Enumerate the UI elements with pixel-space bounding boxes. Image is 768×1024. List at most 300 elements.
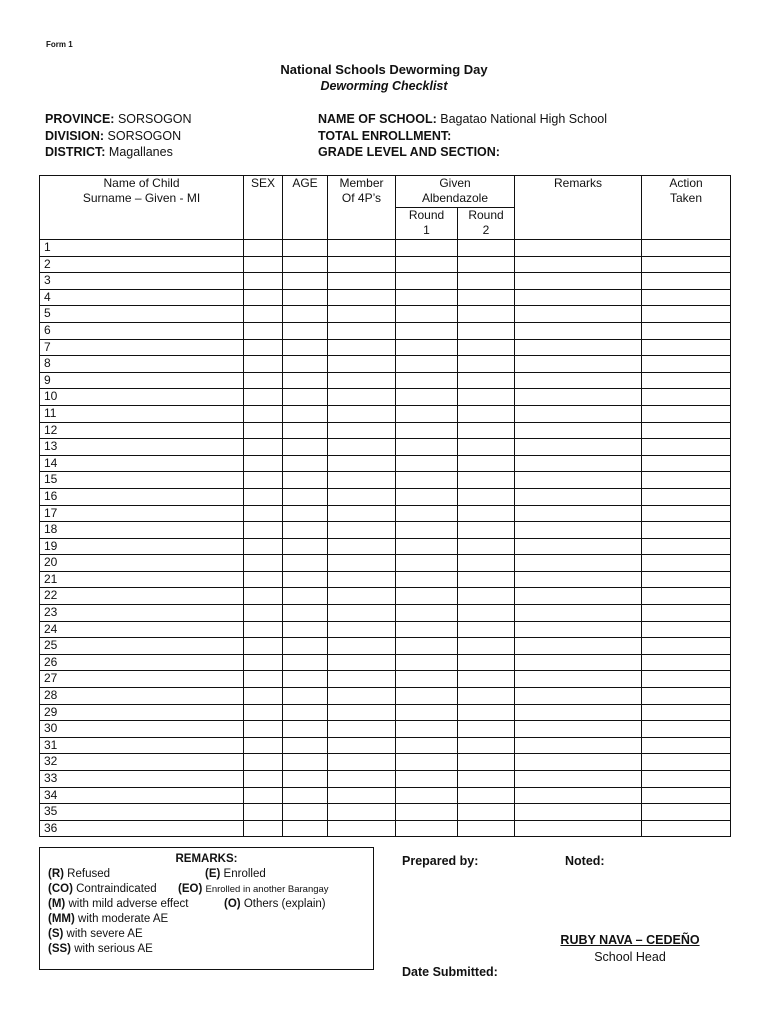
round-1-cell[interactable]	[396, 240, 458, 257]
member-4ps-cell[interactable]	[328, 820, 396, 837]
action-taken-cell[interactable]	[642, 704, 731, 721]
round-1-cell[interactable]	[396, 405, 458, 422]
round-1-cell[interactable]	[396, 820, 458, 837]
round-2-cell[interactable]	[458, 488, 515, 505]
remarks-cell[interactable]	[515, 306, 642, 323]
age-cell[interactable]	[283, 405, 328, 422]
member-4ps-cell[interactable]	[328, 555, 396, 572]
age-cell[interactable]	[283, 522, 328, 539]
age-cell[interactable]	[283, 555, 328, 572]
age-cell[interactable]	[283, 804, 328, 821]
row-number: 14	[40, 455, 244, 472]
age-cell[interactable]	[283, 754, 328, 771]
round-2-cell[interactable]	[458, 721, 515, 738]
age-cell[interactable]	[283, 240, 328, 257]
sex-cell[interactable]	[244, 405, 283, 422]
remarks-cell[interactable]	[515, 372, 642, 389]
sex-cell[interactable]	[244, 356, 283, 373]
remarks-cell[interactable]	[515, 638, 642, 655]
remarks-cell[interactable]	[515, 472, 642, 489]
action-taken-cell[interactable]	[642, 754, 731, 771]
round-1-cell[interactable]	[396, 256, 458, 273]
action-taken-cell[interactable]	[642, 472, 731, 489]
round-2-cell[interactable]	[458, 737, 515, 754]
round-2-cell[interactable]	[458, 571, 515, 588]
round-1-cell[interactable]	[396, 488, 458, 505]
school-name-value: Bagatao National High School	[440, 112, 608, 126]
round-1-cell[interactable]	[396, 605, 458, 622]
age-cell[interactable]	[283, 654, 328, 671]
member-4ps-cell[interactable]	[328, 455, 396, 472]
round-2-cell[interactable]	[458, 621, 515, 638]
prepared-by-label: Prepared by:	[402, 854, 479, 868]
remarks-cell[interactable]	[515, 654, 642, 671]
remarks-cell[interactable]	[515, 522, 642, 539]
row-number: 9	[40, 372, 244, 389]
sex-cell[interactable]	[244, 422, 283, 439]
sex-cell[interactable]	[244, 273, 283, 290]
sex-cell[interactable]	[244, 389, 283, 406]
sex-cell[interactable]	[244, 439, 283, 456]
action-taken-cell[interactable]	[642, 571, 731, 588]
sex-cell[interactable]	[244, 571, 283, 588]
legend-refused: (R) Refused	[48, 868, 111, 880]
age-cell[interactable]	[283, 389, 328, 406]
round-1-cell[interactable]	[396, 322, 458, 339]
age-cell[interactable]	[283, 721, 328, 738]
remarks-cell[interactable]	[515, 389, 642, 406]
round-2-cell[interactable]	[458, 804, 515, 821]
remarks-cell[interactable]	[515, 671, 642, 688]
member-4ps-cell[interactable]	[328, 522, 396, 539]
sex-cell[interactable]	[244, 339, 283, 356]
round-1-cell[interactable]	[396, 472, 458, 489]
row-number: 24	[40, 621, 244, 638]
action-taken-cell[interactable]	[642, 322, 731, 339]
round-1-cell[interactable]	[396, 389, 458, 406]
round-1-cell[interactable]	[396, 372, 458, 389]
round-2-cell[interactable]	[458, 356, 515, 373]
round-1-cell[interactable]	[396, 505, 458, 522]
round-2-cell[interactable]	[458, 787, 515, 804]
action-taken-cell[interactable]	[642, 671, 731, 688]
table-row	[40, 621, 731, 638]
round-1-cell[interactable]	[396, 688, 458, 705]
table-row	[40, 322, 731, 339]
action-taken-cell[interactable]	[642, 505, 731, 522]
sex-cell[interactable]	[244, 306, 283, 323]
remarks-cell[interactable]	[515, 754, 642, 771]
round-1-cell[interactable]	[396, 638, 458, 655]
round-2-cell[interactable]	[458, 405, 515, 422]
round-2-cell[interactable]	[458, 522, 515, 539]
round-2-cell[interactable]	[458, 339, 515, 356]
member-4ps-cell[interactable]	[328, 721, 396, 738]
age-cell[interactable]	[283, 820, 328, 837]
sex-cell[interactable]	[244, 488, 283, 505]
header-remarks: Remarks	[515, 176, 642, 240]
table-row	[40, 273, 731, 290]
remarks-cell[interactable]	[515, 455, 642, 472]
remarks-cell[interactable]	[515, 820, 642, 837]
row-number: 31	[40, 737, 244, 754]
age-cell[interactable]	[283, 256, 328, 273]
round-2-cell[interactable]	[458, 538, 515, 555]
remarks-cell[interactable]	[515, 804, 642, 821]
sex-cell[interactable]	[244, 256, 283, 273]
row-number: 28	[40, 688, 244, 705]
action-taken-cell[interactable]	[642, 306, 731, 323]
remarks-cell[interactable]	[515, 488, 642, 505]
round-2-cell[interactable]	[458, 472, 515, 489]
sex-cell[interactable]	[244, 538, 283, 555]
action-taken-cell[interactable]	[642, 737, 731, 754]
round-1-cell[interactable]	[396, 522, 458, 539]
round-1-cell[interactable]	[396, 621, 458, 638]
round-2-cell[interactable]	[458, 654, 515, 671]
sex-cell[interactable]	[244, 240, 283, 257]
division-line	[45, 128, 192, 145]
member-4ps-cell[interactable]	[328, 605, 396, 622]
header-age: AGE	[283, 176, 328, 240]
remarks-cell[interactable]	[515, 688, 642, 705]
sex-cell[interactable]	[244, 621, 283, 638]
sex-cell[interactable]	[244, 638, 283, 655]
action-taken-cell[interactable]	[642, 555, 731, 572]
round-2-cell[interactable]	[458, 671, 515, 688]
member-4ps-cell[interactable]	[328, 621, 396, 638]
action-taken-cell[interactable]	[642, 605, 731, 622]
age-cell[interactable]	[283, 422, 328, 439]
age-cell[interactable]	[283, 439, 328, 456]
round-2-cell[interactable]	[458, 820, 515, 837]
remarks-cell[interactable]	[515, 273, 642, 290]
round-2-cell[interactable]	[458, 240, 515, 257]
remarks-cell[interactable]	[515, 737, 642, 754]
remarks-cell[interactable]	[515, 256, 642, 273]
round-1-cell[interactable]	[396, 804, 458, 821]
document-title: National Schools Deworming Day	[280, 62, 488, 77]
member-4ps-cell[interactable]	[328, 256, 396, 273]
round-2-cell[interactable]	[458, 588, 515, 605]
member-4ps-cell[interactable]	[328, 372, 396, 389]
age-cell[interactable]	[283, 571, 328, 588]
table-row	[40, 240, 731, 257]
sex-cell[interactable]	[244, 771, 283, 788]
round-2-cell[interactable]	[458, 439, 515, 456]
remarks-cell[interactable]	[515, 605, 642, 622]
remarks-cell[interactable]	[515, 339, 642, 356]
round-1-cell[interactable]	[396, 538, 458, 555]
row-number: 25	[40, 638, 244, 655]
action-taken-cell[interactable]	[642, 621, 731, 638]
round-2-cell[interactable]	[458, 704, 515, 721]
action-taken-cell[interactable]	[642, 372, 731, 389]
age-cell[interactable]	[283, 621, 328, 638]
row-number: 29	[40, 704, 244, 721]
action-taken-cell[interactable]	[642, 405, 731, 422]
remarks-cell[interactable]	[515, 588, 642, 605]
action-taken-cell[interactable]	[642, 522, 731, 539]
round-1-cell[interactable]	[396, 455, 458, 472]
row-number: 20	[40, 555, 244, 572]
member-4ps-cell[interactable]	[328, 671, 396, 688]
round-2-cell[interactable]	[458, 273, 515, 290]
age-cell[interactable]	[283, 787, 328, 804]
remarks-cell[interactable]	[515, 422, 642, 439]
member-4ps-cell[interactable]	[328, 306, 396, 323]
sex-cell[interactable]	[244, 787, 283, 804]
round-1-cell[interactable]	[396, 439, 458, 456]
round-1-cell[interactable]	[396, 787, 458, 804]
row-number: 8	[40, 356, 244, 373]
member-4ps-cell[interactable]	[328, 339, 396, 356]
round-1-cell[interactable]	[396, 737, 458, 754]
action-taken-cell[interactable]	[642, 638, 731, 655]
age-cell[interactable]	[283, 472, 328, 489]
member-4ps-cell[interactable]	[328, 804, 396, 821]
action-taken-cell[interactable]	[642, 820, 731, 837]
sex-cell[interactable]	[244, 804, 283, 821]
total-enrollment-label: TOTAL ENROLLMENT:	[318, 128, 452, 143]
remarks-cell[interactable]	[515, 439, 642, 456]
remarks-cell[interactable]	[515, 322, 642, 339]
member-4ps-cell[interactable]	[328, 472, 396, 489]
member-4ps-cell[interactable]	[328, 538, 396, 555]
age-cell[interactable]	[283, 688, 328, 705]
round-2-cell[interactable]	[458, 389, 515, 406]
row-number: 16	[40, 488, 244, 505]
table-row	[40, 538, 731, 555]
action-taken-cell[interactable]	[642, 787, 731, 804]
table-row	[40, 737, 731, 754]
remarks-cell[interactable]	[515, 405, 642, 422]
action-taken-cell[interactable]	[642, 721, 731, 738]
round-2-cell[interactable]	[458, 422, 515, 439]
age-cell[interactable]	[283, 322, 328, 339]
remarks-cell[interactable]	[515, 704, 642, 721]
age-cell[interactable]	[283, 372, 328, 389]
member-4ps-cell[interactable]	[328, 638, 396, 655]
round-2-cell[interactable]	[458, 605, 515, 622]
remarks-cell[interactable]	[515, 721, 642, 738]
age-cell[interactable]	[283, 455, 328, 472]
sex-cell[interactable]	[244, 688, 283, 705]
age-cell[interactable]	[283, 771, 328, 788]
table-row	[40, 289, 731, 306]
sex-cell[interactable]	[244, 737, 283, 754]
round-2-cell[interactable]	[458, 688, 515, 705]
age-cell[interactable]	[283, 704, 328, 721]
age-cell[interactable]	[283, 289, 328, 306]
action-taken-cell[interactable]	[642, 588, 731, 605]
age-cell[interactable]	[283, 737, 328, 754]
row-number: 26	[40, 654, 244, 671]
remarks-cell[interactable]	[515, 289, 642, 306]
round-2-cell[interactable]	[458, 322, 515, 339]
member-4ps-cell[interactable]	[328, 787, 396, 804]
sex-cell[interactable]	[244, 671, 283, 688]
sex-cell[interactable]	[244, 505, 283, 522]
round-2-cell[interactable]	[458, 306, 515, 323]
sex-cell[interactable]	[244, 472, 283, 489]
table-row	[40, 389, 731, 406]
member-4ps-cell[interactable]	[328, 322, 396, 339]
round-2-cell[interactable]	[458, 289, 515, 306]
remarks-legend-box	[39, 847, 374, 970]
action-taken-cell[interactable]	[642, 389, 731, 406]
table-header	[40, 176, 731, 240]
sex-cell[interactable]	[244, 289, 283, 306]
sex-cell[interactable]	[244, 654, 283, 671]
age-cell[interactable]	[283, 273, 328, 290]
table-row	[40, 555, 731, 572]
row-number: 1	[40, 240, 244, 257]
round-1-cell[interactable]	[396, 721, 458, 738]
remarks-cell[interactable]	[515, 356, 642, 373]
member-4ps-cell[interactable]	[328, 273, 396, 290]
action-taken-cell[interactable]	[642, 289, 731, 306]
member-4ps-cell[interactable]	[328, 754, 396, 771]
header-sex: SEX	[244, 176, 283, 240]
remarks-cell[interactable]	[515, 771, 642, 788]
sex-cell[interactable]	[244, 820, 283, 837]
row-number: 21	[40, 571, 244, 588]
member-4ps-cell[interactable]	[328, 356, 396, 373]
age-cell[interactable]	[283, 638, 328, 655]
action-taken-cell[interactable]	[642, 339, 731, 356]
action-taken-cell[interactable]	[642, 455, 731, 472]
age-cell[interactable]	[283, 306, 328, 323]
round-1-cell[interactable]	[396, 306, 458, 323]
round-1-cell[interactable]	[396, 356, 458, 373]
member-4ps-cell[interactable]	[328, 571, 396, 588]
round-1-cell[interactable]	[396, 571, 458, 588]
remarks-cell[interactable]	[515, 505, 642, 522]
table-row	[40, 306, 731, 323]
member-4ps-cell[interactable]	[328, 488, 396, 505]
round-2-cell[interactable]	[458, 754, 515, 771]
round-2-cell[interactable]	[458, 505, 515, 522]
action-taken-cell[interactable]	[642, 439, 731, 456]
round-2-cell[interactable]	[458, 771, 515, 788]
member-4ps-cell[interactable]	[328, 240, 396, 257]
action-taken-cell[interactable]	[642, 771, 731, 788]
age-cell[interactable]	[283, 505, 328, 522]
row-number: 6	[40, 322, 244, 339]
sex-cell[interactable]	[244, 605, 283, 622]
action-taken-cell[interactable]	[642, 804, 731, 821]
member-4ps-cell[interactable]	[328, 505, 396, 522]
member-4ps-cell[interactable]	[328, 771, 396, 788]
table-row	[40, 339, 731, 356]
age-cell[interactable]	[283, 488, 328, 505]
member-4ps-cell[interactable]	[328, 439, 396, 456]
sex-cell[interactable]	[244, 522, 283, 539]
round-1-cell[interactable]	[396, 339, 458, 356]
legend-others: (O) Others (explain)	[224, 898, 326, 910]
row-number: 22	[40, 588, 244, 605]
remarks-cell[interactable]	[515, 571, 642, 588]
round-1-cell[interactable]	[396, 771, 458, 788]
remarks-cell[interactable]	[515, 240, 642, 257]
action-taken-cell[interactable]	[642, 356, 731, 373]
sex-cell[interactable]	[244, 372, 283, 389]
action-taken-cell[interactable]	[642, 688, 731, 705]
round-1-cell[interactable]	[396, 422, 458, 439]
sex-cell[interactable]	[244, 322, 283, 339]
round-2-cell[interactable]	[458, 256, 515, 273]
table-row	[40, 688, 731, 705]
sex-cell[interactable]	[244, 555, 283, 572]
action-taken-cell[interactable]	[642, 488, 731, 505]
action-taken-cell[interactable]	[642, 538, 731, 555]
age-cell[interactable]	[283, 538, 328, 555]
legend-severe-ae: (S) with severe AE	[48, 928, 143, 940]
row-number: 5	[40, 306, 244, 323]
action-taken-cell[interactable]	[642, 273, 731, 290]
member-4ps-cell[interactable]	[328, 405, 396, 422]
row-number: 13	[40, 439, 244, 456]
member-4ps-cell[interactable]	[328, 588, 396, 605]
round-1-cell[interactable]	[396, 704, 458, 721]
member-4ps-cell[interactable]	[328, 737, 396, 754]
table-row	[40, 721, 731, 738]
member-4ps-cell[interactable]	[328, 422, 396, 439]
action-taken-cell[interactable]	[642, 240, 731, 257]
remarks-cell[interactable]	[515, 621, 642, 638]
age-cell[interactable]	[283, 671, 328, 688]
member-4ps-cell[interactable]	[328, 289, 396, 306]
round-2-cell[interactable]	[458, 638, 515, 655]
member-4ps-cell[interactable]	[328, 704, 396, 721]
round-1-cell[interactable]	[396, 555, 458, 572]
member-4ps-cell[interactable]	[328, 654, 396, 671]
school-name-label: NAME OF SCHOOL:	[318, 112, 437, 126]
age-cell[interactable]	[283, 588, 328, 605]
sex-cell[interactable]	[244, 455, 283, 472]
remarks-cell[interactable]	[515, 538, 642, 555]
round-1-cell[interactable]	[396, 671, 458, 688]
remarks-cell[interactable]	[515, 787, 642, 804]
round-2-cell[interactable]	[458, 555, 515, 572]
round-1-cell[interactable]	[396, 754, 458, 771]
round-1-cell[interactable]	[396, 289, 458, 306]
school-name-line	[318, 111, 607, 128]
member-4ps-cell[interactable]	[328, 389, 396, 406]
round-1-cell[interactable]	[396, 273, 458, 290]
row-number: 10	[40, 389, 244, 406]
round-2-cell[interactable]	[458, 372, 515, 389]
action-taken-cell[interactable]	[642, 654, 731, 671]
round-1-cell[interactable]	[396, 588, 458, 605]
sex-cell[interactable]	[244, 754, 283, 771]
province-line	[45, 111, 192, 128]
sex-cell[interactable]	[244, 721, 283, 738]
age-cell[interactable]	[283, 339, 328, 356]
table-row	[40, 422, 731, 439]
action-taken-cell[interactable]	[642, 422, 731, 439]
round-1-cell[interactable]	[396, 654, 458, 671]
sex-cell[interactable]	[244, 704, 283, 721]
round-2-cell[interactable]	[458, 455, 515, 472]
member-4ps-cell[interactable]	[328, 688, 396, 705]
age-cell[interactable]	[283, 605, 328, 622]
sex-cell[interactable]	[244, 588, 283, 605]
age-cell[interactable]	[283, 356, 328, 373]
remarks-cell[interactable]	[515, 555, 642, 572]
action-taken-cell[interactable]	[642, 256, 731, 273]
